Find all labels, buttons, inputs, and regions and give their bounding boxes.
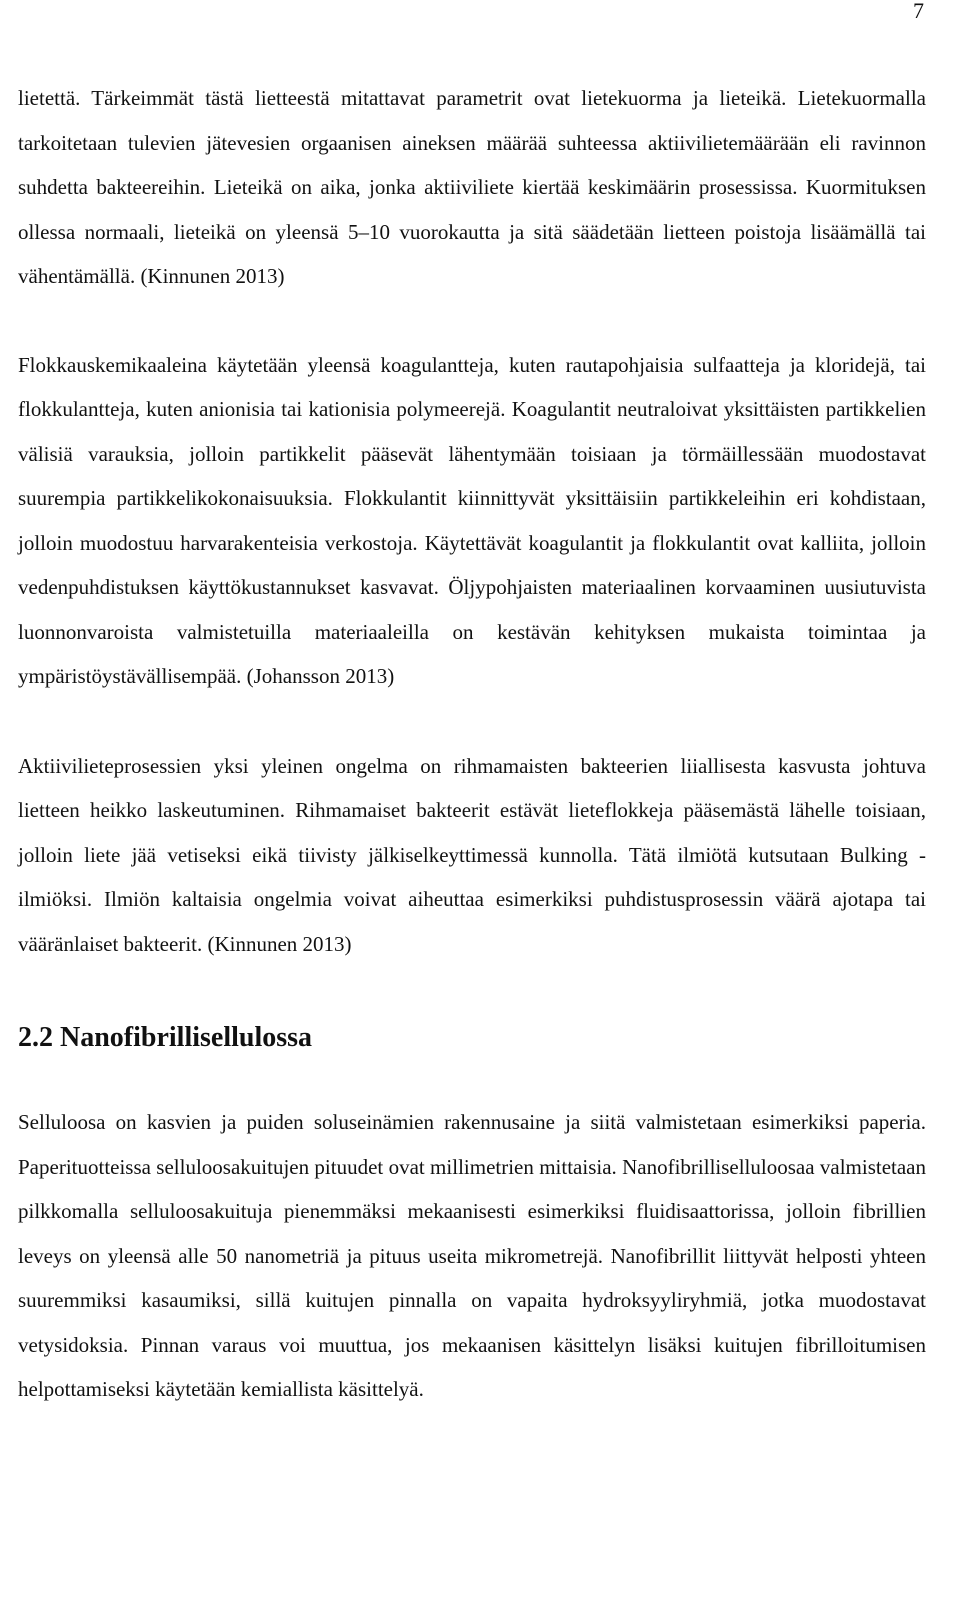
- page-number: 7: [913, 0, 924, 23]
- document-body: [18, 76, 926, 1412]
- paragraph-nanofibrillar-cellulose: Selluloosa on kasvien ja puiden soluseinämien rakennusaine ja siitä valmistetaan esimerkiksi paperia. Paperituotteissa selluloosakuitujen pituudet ovat millimetrien mittaisia. Nanofibrilliselluloosaa valmistetaan pilkkomalla selluloosakuituja pienemmäksi mekaanisesti esimerkiksi fluidisaattorissa, jolloin fibrillien leveys on yleensä alle 50 nanometriä ja pituus useita mikrometrejä. Nanofibrillit liittyvät helposti yhteen suuremmiksi kasaumiksi, sillä kuitujen pinnalla on vapaita hydroksyyliryhmiä, jotka muodostavat vetysidoksia. Pinnan varaus voi muuttua, jos mekaanisen käsittelyn lisäksi kuitujen fibrilloitumisen helpottamiseksi käytetään kemiallista käsittelyä.: [18, 1110, 926, 1401]
- paragraph-sludge-parameters: lietettä. Tärkeimmät tästä lietteestä mitattavat parametrit ovat lietekuorma ja lieteikä. Lietekuormalla tarkoitetaan tulevien jätevesien orgaanisen aineksen määrää suhteessa aktiivilietemäärään eli ravinnon suhdetta bakteereihin. Lieteikä on aika, jonka aktiiviliete kiertää keskimäärin prosessissa. Kuormituksen ollessa normaali, lieteikä on yleensä 5–10 vuorokautta ja sitä säädetään lietteen poistoja lisäämällä tai vähentämällä. (Kinnunen 2013): [18, 86, 926, 288]
- paragraph-flocculation-chemicals: Flokkauskemikaaleina käytetään yleensä koagulantteja, kuten rautapohjaisia sulfaatteja ja kloridejä, tai flokkulantteja, kuten anionisia tai kationisia polymeerejä. Koagulantit neutraloivat yksittäisten partikkelien välisiä varauksia, jolloin partikkelit pääsevät lähentymään toisiaan ja törmäillessään muodostavat suurempia partikkelikokonaisuuksia. Flokkulantit kiinnittyvät yksittäisiin partikkeleihin eri kohdistaan, jolloin muodostuu harvarakenteisia verkostoja. Käytettävät koagulantit ja flokkulantit ovat kalliita, jolloin vedenpuhdistuksen käyttökustannukset kasvavat. Öljypohjaisten materiaalinen korvaaminen uusiutuvista luonnonvaroista valmistetuilla materiaaleilla on kestävän kehityksen mukaista toimintaa ja ympäristöystävällisempää. (Johansson 2013): [18, 352, 926, 688]
- paragraph-bulking-problem: Aktiivilieteprosessien yksi yleinen ongelma on rihmamaisten bakteerien liiallisesta kasvusta johtuva lietteen heikko laskeutuminen. Rihmamaiset bakteerit estävät lieteflokkeja pääsemästä lähelle toisiaan, jolloin liete jää vetiseksi eikä tiivisty jälkiselkeyttimessä kunnolla. Tätä ilmiötä kutsutaan Bulking -ilmiöksi. Ilmiön kaltaisia ongelmia voivat aiheuttaa esimerkiksi puhdistusprosessin väärä ajotapa tai vääränlaiset bakteerit. (Kinnunen 2013): [18, 753, 926, 956]
- section-heading: 2.2 Nanofibrillisellulossa: [18, 1022, 313, 1053]
